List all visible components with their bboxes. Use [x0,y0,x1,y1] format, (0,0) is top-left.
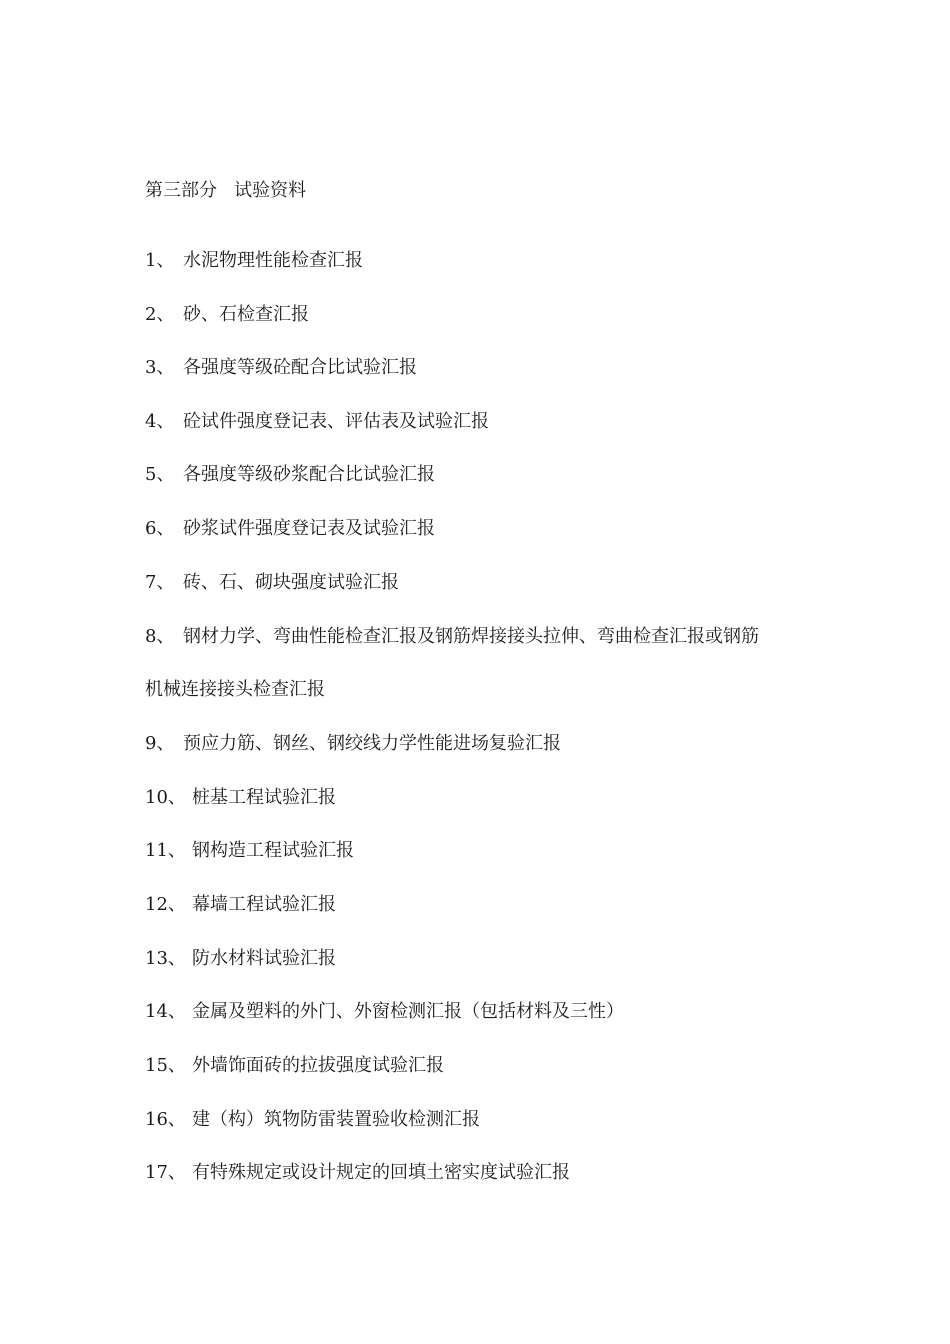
list-item [145,302,309,328]
item-number: 1、 [145,250,175,271]
list-item [145,892,336,918]
item-number: 15、 [145,1055,186,1076]
item-number: 10、 [145,787,186,808]
item-text: 有特殊规定或设计规定的回填土密实度试验汇报 [192,1162,570,1183]
item-number: 13、 [145,948,186,969]
list-item [145,1107,480,1133]
item-text: 建（构）筑物防雷装置验收检测汇报 [192,1109,480,1130]
item-number: 8、 [145,626,175,647]
item-number: 6、 [145,518,175,539]
list-item [145,999,624,1025]
item-number: 9、 [145,733,175,754]
item-text: 水泥物理性能检查汇报 [183,250,363,271]
item-number: 7、 [145,572,175,593]
item-text: 各强度等级砼配合比试验汇报 [183,357,417,378]
list-item [145,785,336,811]
item-number: 17、 [145,1162,186,1183]
list-item [145,731,561,757]
list-item [145,516,435,542]
item-number: 16、 [145,1109,186,1130]
item-number: 5、 [145,464,175,485]
list-item [145,409,489,435]
list-item [145,248,363,274]
item-number: 11、 [145,840,186,861]
item-number: 14、 [145,1001,186,1022]
item-text: 各强度等级砂浆配合比试验汇报 [183,464,435,485]
list-item-continuation: 机械连接接头检查汇报 [145,679,325,700]
item-text: 预应力筋、钢丝、钢绞线力学性能进场复验汇报 [183,733,561,754]
item-text: 砂浆试件强度登记表及试验汇报 [183,518,435,539]
list-item [145,838,354,864]
item-number: 4、 [145,411,175,432]
item-text: 幕墙工程试验汇报 [192,894,336,915]
item-text: 钢材力学、弯曲性能检查汇报及钢筋焊接接头拉伸、弯曲检查汇报或钢筋 [183,626,759,647]
list-item [145,946,336,972]
list-item [145,624,759,650]
item-text: 金属及塑料的外门、外窗检测汇报（包括材料及三性） [192,1001,624,1022]
list-item [145,1160,570,1186]
item-text: 砖、石、砌块强度试验汇报 [183,572,399,593]
list-item [145,570,399,596]
item-text: 钢构造工程试验汇报 [192,840,354,861]
item-text: 砼试件强度登记表、评估表及试验汇报 [183,411,489,432]
list-item [145,462,435,488]
section-heading: 第三部分 试验资料 [145,180,307,201]
item-text: 桩基工程试验汇报 [192,787,336,808]
item-text: 砂、石检查汇报 [183,304,309,325]
item-number: 12、 [145,894,186,915]
item-number: 2、 [145,304,175,325]
item-text: 防水材料试验汇报 [192,948,336,969]
item-text: 外墙饰面砖的拉拔强度试验汇报 [192,1055,444,1076]
list-item [145,355,417,381]
list-item [145,1053,444,1079]
item-number: 3、 [145,357,175,378]
